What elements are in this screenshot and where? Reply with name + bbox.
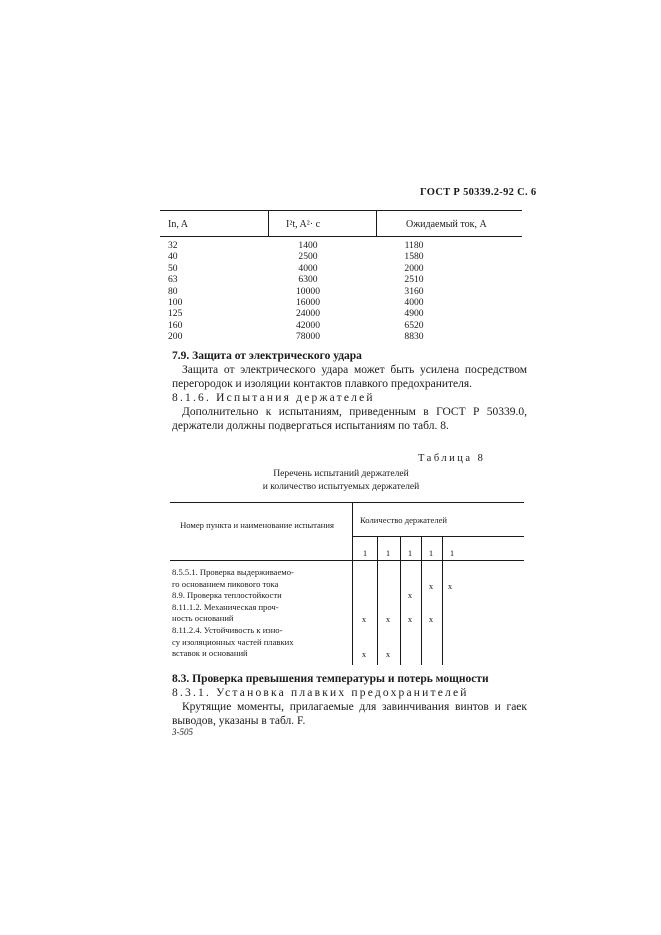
table-cell: 8830 — [404, 331, 424, 343]
count-cell: 1 — [428, 548, 434, 558]
table-cell: 24000 — [296, 308, 320, 320]
table-cell: 78000 — [296, 331, 320, 343]
table-cell: 6300 — [298, 274, 318, 286]
table-cell: 1180 — [404, 240, 424, 251]
table-cell: 125 — [168, 308, 183, 320]
header-prospective-current: Ожидаемый ток, А — [406, 219, 487, 230]
table-cell: 4000 — [404, 296, 424, 308]
table-cell: 160 — [168, 319, 183, 331]
table-8-title — [160, 467, 522, 493]
table-cell: 1580 — [404, 251, 424, 263]
table-cell: 1400 — [298, 240, 318, 251]
test-mark: x — [407, 614, 413, 624]
test-row: вставок и оснований — [172, 648, 248, 659]
test-mark: x — [428, 614, 434, 624]
table-8-title-line1: Перечень испытаний держателей — [273, 468, 409, 479]
table-cell: 63 — [168, 274, 178, 286]
column-i2t — [278, 240, 338, 343]
section-7-9-text: Защита от электрического удара может быть усилена посредством перегородок и изоляции контактов плавкого предохранителя. — [172, 364, 527, 390]
table-cell: 2000 — [404, 262, 424, 274]
table-cell: 40 — [168, 251, 178, 263]
header-rated-current: In, A — [168, 219, 188, 230]
test-mark: x — [361, 614, 367, 624]
test-row: 8.11.2.4. Устойчивость к изно- — [172, 624, 283, 635]
column-prospective-current — [384, 240, 444, 343]
holders-test-table — [170, 502, 524, 665]
table-cell: 100 — [168, 296, 183, 308]
table-cell: 2500 — [298, 251, 318, 263]
header-i2t: I²t, A²· c — [286, 219, 321, 230]
table-cell: 32 — [168, 240, 178, 251]
test-row: 8.11.1.2. Механическая проч- — [172, 601, 279, 612]
test-mark: x — [385, 614, 391, 624]
table-8-label: Таблица 8 — [418, 453, 486, 464]
table-cell: 4900 — [404, 308, 424, 320]
test-row: 8.9. Проверка теплостойкости — [172, 590, 282, 601]
table-cell: 2510 — [404, 274, 424, 286]
section-8-3-1-heading: 8.3.1. Установка плавких предохранителей — [172, 687, 469, 699]
section-8-3-1-text: Крутящие моменты, прилагаемые для завинчивания винтов и гаек выводов, указаны в табл. F. — [172, 701, 527, 727]
test-mark: x — [385, 649, 391, 659]
table-cell: 42000 — [296, 319, 320, 331]
holder-count-header: Количество держателей — [360, 515, 448, 525]
page-header: ГОСТ Р 50339.2-92 С. 6 — [420, 187, 537, 198]
section-8-3-heading: 8.3. Проверка превышения температуры и потерь мощности — [172, 673, 489, 685]
table-cell: 80 — [168, 285, 178, 297]
table-cell: 4000 — [298, 262, 318, 274]
test-row: ность оснований — [172, 613, 234, 624]
count-cell: 1 — [385, 548, 391, 558]
test-mark: x — [447, 581, 453, 591]
test-name-header: Номер пункта и наименование испытания — [180, 520, 334, 530]
section-8-1-6-text: Дополнительно к испытаниям, приведенным в ГОСТ Р 50339.0, держатели должны подвергаться испытаниям по табл. 8. — [172, 406, 527, 432]
section-8-1-6-heading: 8.1.6. Испытания держателей — [172, 392, 375, 404]
test-mark: x — [428, 581, 434, 591]
table-cell: 3160 — [404, 285, 424, 297]
table-cell: 16000 — [296, 296, 320, 308]
count-cell: 1 — [449, 548, 455, 558]
print-mark: 3-505 — [172, 727, 193, 737]
test-mark: x — [361, 649, 367, 659]
table-8-title-line2: и количество испытуемых держателей — [262, 481, 420, 492]
count-cell: 1 — [362, 548, 368, 558]
table-cell: 200 — [168, 331, 183, 343]
section-7-9-heading: 7.9. Защита от электрического удара — [172, 350, 362, 362]
table-cell: 10000 — [296, 285, 320, 297]
test-mark: x — [407, 590, 413, 600]
column-rated-current — [168, 240, 198, 343]
table-cell: 6520 — [404, 319, 424, 331]
table-cell: 50 — [168, 262, 178, 274]
count-cell: 1 — [407, 548, 413, 558]
test-row: су изоляционных частей плавких — [172, 636, 294, 647]
test-list — [172, 567, 344, 660]
test-row: го основанием пикового тока — [172, 578, 279, 589]
test-row: 8.5.5.1. Проверка выдерживаемо- — [172, 567, 294, 577]
